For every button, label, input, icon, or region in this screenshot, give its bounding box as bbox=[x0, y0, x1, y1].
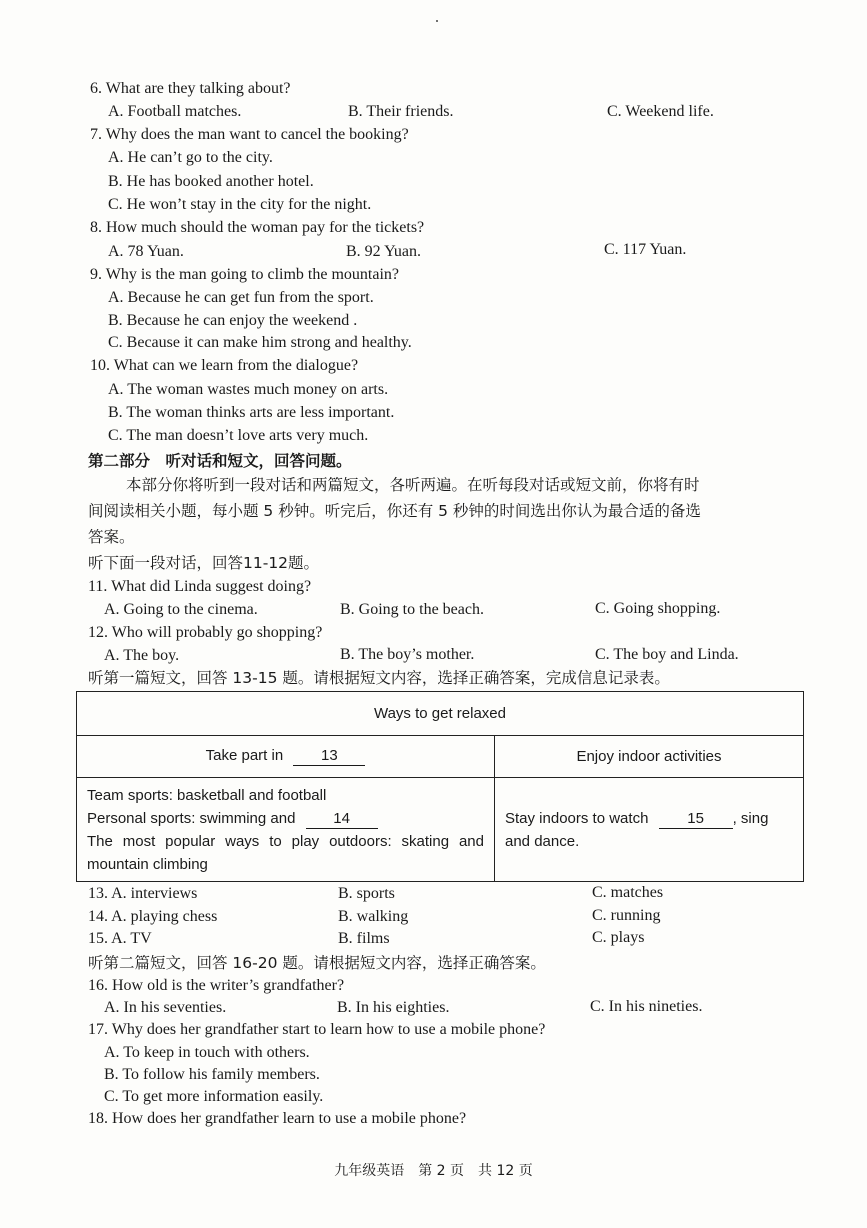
table-right-cell bbox=[495, 778, 804, 882]
option-c: C. In his nineties. bbox=[590, 998, 703, 1015]
question-option-row: 13. A. interviews bbox=[88, 885, 198, 902]
option-a: A. The woman wastes much money on arts. bbox=[108, 381, 389, 398]
option-a: A. 78 Yuan. bbox=[108, 243, 184, 260]
question-option-row: 15. A. TV bbox=[88, 930, 152, 947]
option-c: C. Weekend life. bbox=[607, 103, 714, 120]
table-left-cell bbox=[77, 778, 495, 882]
option-a: A. Football matches. bbox=[108, 103, 242, 120]
section-heading: 第二部分 听对话和短文，回答问题。 bbox=[88, 452, 352, 470]
question-stem: 7. Why does the man want to cancel the booking? bbox=[90, 126, 409, 143]
option-b: B. walking bbox=[338, 908, 409, 925]
option-b: B. The boy’s mother. bbox=[340, 646, 475, 663]
question-stem: 8. How much should the woman pay for the tickets? bbox=[90, 219, 425, 236]
option-c: C. Going shopping. bbox=[595, 600, 721, 617]
question-stem: 17. Why does her grandfather start to learn how to use a mobile phone? bbox=[88, 1021, 546, 1038]
option-b: B. He has booked another hotel. bbox=[108, 173, 314, 190]
scan-dot bbox=[436, 20, 438, 22]
option-c: C. matches bbox=[592, 884, 664, 901]
blank-13: 13 bbox=[293, 747, 365, 766]
question-option-row: 14. A. playing chess bbox=[88, 908, 218, 925]
option-b: B. To follow his family members. bbox=[104, 1066, 320, 1083]
option-c: C. plays bbox=[592, 929, 645, 946]
outdoor-line: The most popular ways to play outdoors: skating and bbox=[87, 832, 484, 850]
indoor-line bbox=[505, 807, 793, 830]
question-stem: 18. How does her grandfather learn to use a mobile phone? bbox=[88, 1110, 467, 1127]
option-c: C. The boy and Linda. bbox=[595, 646, 739, 663]
question-stem: 16. How old is the writer’s grandfather? bbox=[88, 977, 345, 994]
question-stem: 6. What are they talking about? bbox=[90, 80, 291, 97]
page-footer: 九年级英语 第 2 页 共 12 页 bbox=[334, 1163, 533, 1179]
instructions-line: 答案。 bbox=[88, 528, 135, 546]
option-a: A. He can’t go to the city. bbox=[108, 149, 273, 166]
info-record-table bbox=[76, 691, 804, 882]
question-stem: 9. Why is the man going to climb the mountain? bbox=[90, 266, 399, 283]
option-b: B. Their friends. bbox=[348, 103, 454, 120]
table-col2-header: Enjoy indoor activities bbox=[495, 736, 804, 778]
sing-label: , sing bbox=[732, 809, 769, 827]
option-c: C. He won’t stay in the city for the night. bbox=[108, 196, 372, 213]
option-c: C. running bbox=[592, 907, 661, 924]
option-a: A. Because he can get fun from the sport. bbox=[108, 289, 374, 306]
indoor-line-cont: and dance. bbox=[505, 832, 580, 850]
question-stem: 11. What did Linda suggest doing? bbox=[88, 578, 312, 595]
table-col1-header bbox=[77, 736, 495, 778]
instructions-line: 间阅读相关小题，每小题 5 秒钟。听完后，你还有 5 秒钟的时间选出你认为最合适的备选 bbox=[88, 502, 701, 520]
personal-sports-label: Personal sports: swimming and bbox=[87, 809, 296, 827]
option-b: B. Going to the beach. bbox=[340, 601, 484, 618]
option-b: B. films bbox=[338, 930, 390, 947]
outdoor-line-cont: mountain climbing bbox=[87, 855, 208, 873]
personal-sports-line bbox=[87, 807, 484, 830]
question-stem: 10. What can we learn from the dialogue? bbox=[90, 357, 359, 374]
option-c: C. Because it can make him strong and healthy. bbox=[108, 334, 412, 351]
instructions-line: 本部分你将听到一段对话和两篇短文，各听两遍。在听每段对话或短文前，你将有时 bbox=[126, 476, 700, 494]
option-b: B. In his eighties. bbox=[337, 999, 450, 1016]
blank-15: 15 bbox=[659, 810, 733, 829]
option-b: B. 92 Yuan. bbox=[346, 243, 421, 260]
option-b: B. The woman thinks arts are less important. bbox=[108, 404, 395, 421]
option-b: B. sports bbox=[338, 885, 395, 902]
table-title: Ways to get relaxed bbox=[77, 692, 804, 736]
option-b: B. Because he can enjoy the weekend . bbox=[108, 312, 358, 329]
option-c: C. To get more information easily. bbox=[104, 1088, 324, 1105]
passage2-intro: 听第二篇短文，回答 16-20 题。请根据短文内容，选择正确答案。 bbox=[88, 954, 546, 972]
stay-indoors-label: Stay indoors to watch bbox=[505, 809, 649, 827]
passage1-intro: 听第一篇短文，回答 13-15 题。请根据短文内容，选择正确答案，完成信息记录表。 bbox=[88, 669, 670, 687]
dialogue-intro: 听下面一段对话，回答11-12题。 bbox=[88, 554, 320, 572]
take-part-label: Take part in bbox=[205, 747, 284, 764]
blank-14: 14 bbox=[306, 810, 378, 829]
option-a: A. Going to the cinema. bbox=[104, 601, 258, 618]
option-c: C. 117 Yuan. bbox=[604, 241, 687, 258]
option-c: C. The man doesn’t love arts very much. bbox=[108, 427, 369, 444]
option-a: A. To keep in touch with others. bbox=[104, 1044, 310, 1061]
option-a: A. The boy. bbox=[104, 647, 180, 664]
option-a: A. In his seventies. bbox=[104, 999, 227, 1016]
team-sports-line: Team sports: basketball and football bbox=[87, 786, 327, 804]
question-stem: 12. Who will probably go shopping? bbox=[88, 624, 323, 641]
